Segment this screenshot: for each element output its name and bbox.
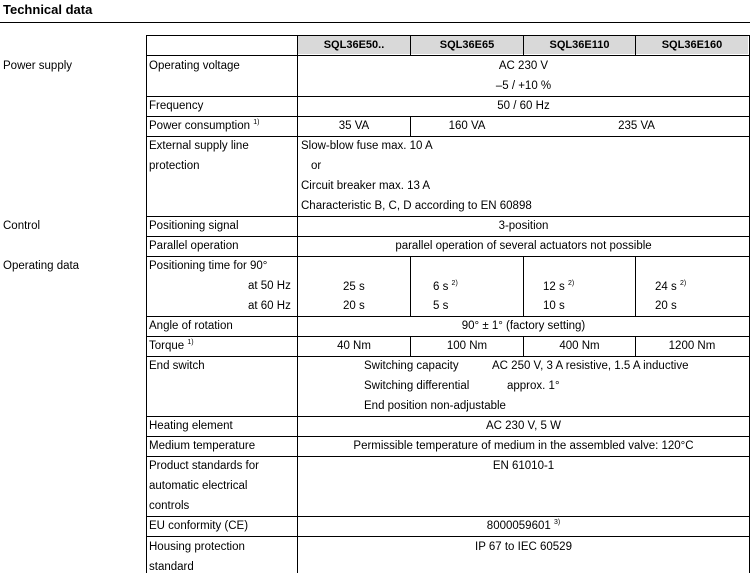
label-switching-differential: Switching differential: [364, 380, 470, 392]
label-supply-protection-1: External supply line: [149, 140, 249, 152]
value-torque-sql36e65: 100 Nm: [446, 340, 488, 352]
label-frequency: Frequency: [149, 100, 204, 112]
value-operating-voltage: AC 230 V: [498, 60, 549, 72]
value-eu-conformity: 8000059601 $^{3)}$: [486, 519, 561, 532]
group-operating-data: Operating data: [3, 260, 80, 272]
value-time-60hz-sql36e65: 5 s: [433, 300, 449, 312]
value-time-50hz-sql36e160: 24 s $^{2)}$: [655, 280, 687, 293]
label-supply-protection-2: protection: [149, 160, 200, 172]
value-frequency: 50 / 60 Hz: [497, 100, 550, 112]
label-angle-of-rotation: Angle of rotation: [149, 320, 233, 332]
header-sql36e50: SQL36E50..: [298, 36, 410, 54]
label-operating-voltage: Operating voltage: [149, 60, 240, 72]
value-time-60hz-sql36e50: 20 s: [343, 300, 365, 312]
value-time-60hz-sql36e110: 10 s: [543, 300, 565, 312]
value-time-50hz-sql36e50: 25 s: [343, 281, 365, 293]
value-positioning-signal: 3-position: [498, 220, 549, 232]
value-product-standards: EN 61010-1: [492, 460, 555, 472]
header-sql36e65: SQL36E65: [411, 36, 523, 54]
header-sql36e110: SQL36E110: [524, 36, 635, 54]
label-eu-conformity: EU conformity (CE): [149, 520, 249, 532]
value-angle-of-rotation: 90° ± 1° (factory setting): [461, 320, 586, 332]
group-control: Control: [3, 220, 41, 232]
group-power-supply: Power supply: [3, 60, 73, 72]
value-heating-element: AC 230 V, 5 W: [485, 420, 561, 432]
section-title: Technical data: [3, 2, 93, 17]
value-power-sql36e110-160: 235 VA: [618, 120, 655, 132]
label-at-60hz: at 60 Hz: [248, 300, 291, 312]
label-torque: Torque $^{1)}$: [149, 339, 194, 352]
value-end-position: End position non-adjustable: [364, 400, 506, 412]
label-end-switch: End switch: [149, 360, 205, 372]
label-medium-temperature: Medium temperature: [149, 440, 256, 452]
label-parallel-operation: Parallel operation: [149, 240, 239, 252]
value-time-50hz-sql36e110: 12 s $^{2)}$: [543, 280, 575, 293]
value-power-sql36e65: 160 VA: [448, 120, 486, 132]
value-medium-temperature: Permissible temperature of medium in the assembled valve: 120°C: [353, 440, 694, 452]
label-at-50hz: at 50 Hz: [248, 280, 291, 292]
footnote-1: 1): [253, 119, 260, 126]
label-power-consumption: Power consumption $^{1)}$: [149, 119, 260, 132]
label-switching-capacity: Switching capacity: [364, 360, 459, 372]
value-voltage-tolerance: –5 / +10 %: [495, 80, 552, 92]
label-positioning-time: Positioning time for 90°: [149, 260, 268, 272]
value-switching-capacity: AC 250 V, 3 A resistive, 1.5 A inductive: [492, 360, 689, 372]
footnote-3: 3): [553, 519, 561, 526]
value-power-sql36e50: 35 VA: [338, 120, 370, 132]
value-time-50hz-sql36e65: 6 s $^{2)}$: [433, 280, 458, 293]
label-product-standards-1: Product standards for: [149, 460, 259, 472]
label-product-standards-3: controls: [149, 500, 190, 512]
value-torque-sql36e160: 1200 Nm: [668, 340, 716, 352]
label-positioning-signal: Positioning signal: [149, 220, 239, 232]
label-housing-protection-1: Housing protection: [149, 541, 245, 553]
value-circuit-breaker: Circuit breaker max. 13 A: [301, 180, 431, 192]
value-slow-blow-fuse: Slow-blow fuse max. 10 A: [301, 140, 433, 152]
label-housing-protection-2: standard: [149, 561, 194, 573]
value-parallel-operation: parallel operation of several actuators not possible: [395, 240, 652, 252]
value-time-60hz-sql36e160: 20 s: [655, 300, 677, 312]
value-switching-differential: approx. 1°: [507, 380, 560, 392]
value-or: or: [311, 160, 322, 172]
label-heating-element: Heating element: [149, 420, 233, 432]
header-sql36e160: SQL36E160: [636, 36, 748, 54]
title-rule: [0, 22, 750, 23]
value-characteristic: Characteristic B, C, D according to EN 60898: [301, 200, 532, 212]
label-product-standards-2: automatic electrical: [149, 480, 248, 492]
value-housing-protection: IP 67 to IEC 60529: [475, 541, 572, 553]
value-torque-sql36e110: 400 Nm: [559, 340, 600, 352]
value-torque-sql36e50: 40 Nm: [337, 340, 371, 352]
